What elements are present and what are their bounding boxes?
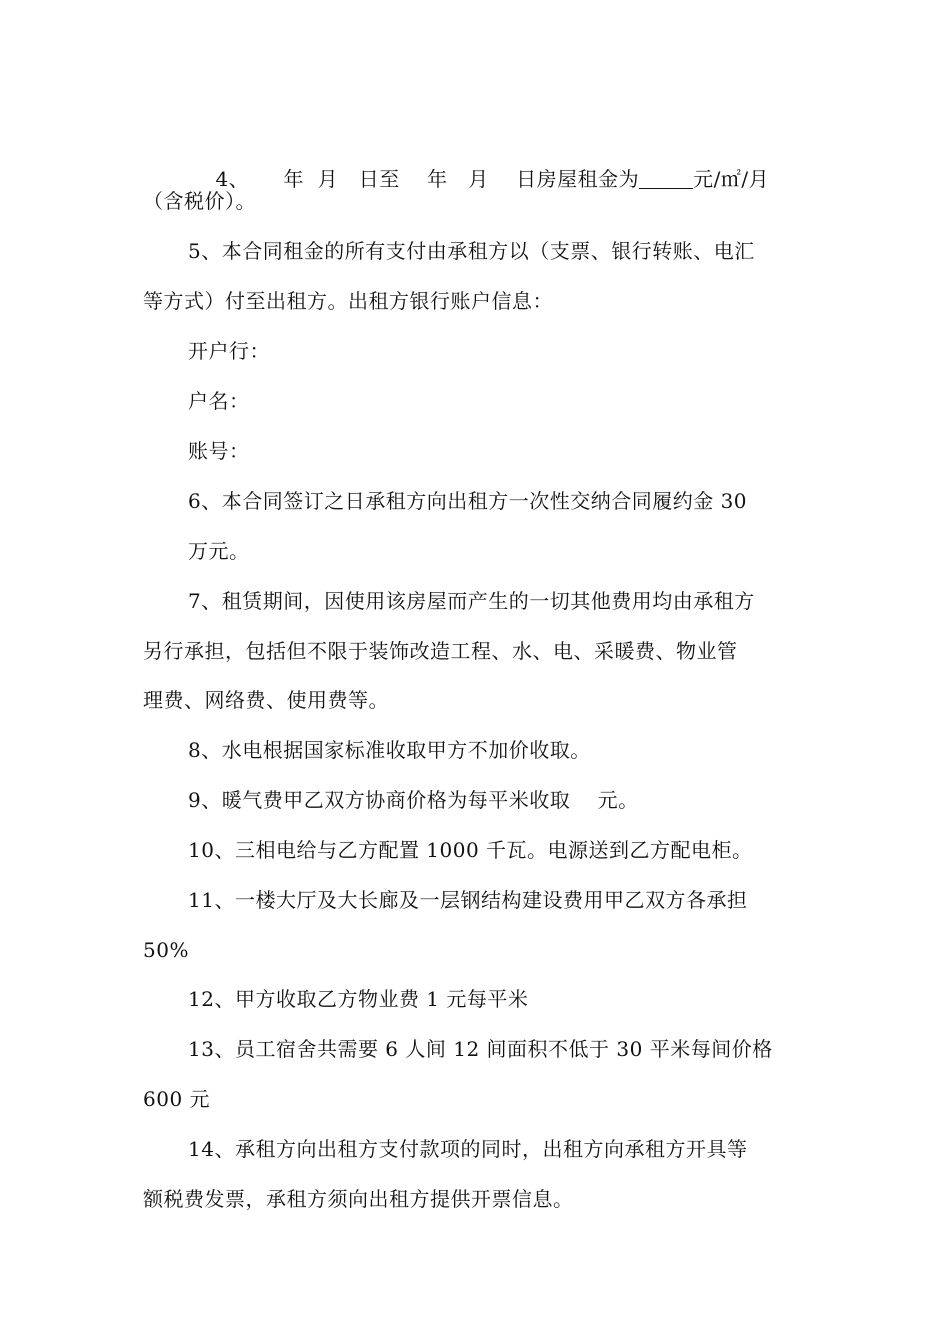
clause-5-line-1: 5、本合同租金的所有支付由承租方以（支票、银行转账、电汇 — [188, 239, 755, 263]
clause-13-line-2: 600 元 — [143, 1087, 211, 1111]
clause-9-line-1: 9、暖气费甲乙双方协商价格为每平米收取 元。 — [188, 788, 639, 812]
clause-4-line-2: （含税价）。 — [143, 189, 256, 213]
clause-4-unit: 元/㎡/月 — [693, 167, 770, 191]
account-name-label: 户名： — [188, 389, 250, 413]
rent-amount-blank — [639, 168, 693, 189]
clause-6-line-2: 万元。 — [188, 539, 250, 563]
clause-7-line-2: 另行承担，包括但不限于装饰改造工程、水、电、采暖费、物业管 — [143, 639, 738, 663]
clause-13-line-1: 13、员工宿舍共需要 6 人间 12 间面积不低于 30 平米每间价格 — [188, 1037, 773, 1061]
clause-4-line-1 — [188, 137, 769, 221]
clause-12-line-1: 12、甲方收取乙方物业费 1 元每平米 — [188, 987, 529, 1011]
clause-11-line-1: 11、一楼大厅及大长廊及一层钢结构建设费用甲乙双方各承担 — [188, 888, 748, 912]
clause-5-line-2: 等方式）付至出租方。出租方银行账户信息： — [143, 289, 553, 313]
clause-8-line-1: 8、水电根据国家标准收取甲方不加价收取。 — [188, 738, 591, 762]
clause-4-text: 4、 年 月 日至 年 月 日房屋租金为 — [215, 167, 640, 191]
clause-10-line-1: 10、三相电给与乙方配置 1000 千瓦。电源送到乙方配电柜。 — [188, 838, 753, 862]
clause-7-line-3: 理费、网络费、使用费等。 — [143, 688, 389, 712]
clause-14-line-2: 额税费发票，承租方须向出租方提供开票信息。 — [143, 1187, 574, 1211]
clause-14-line-1: 14、承租方向出租方支付款项的同时，出租方向承租方开具等 — [188, 1137, 748, 1161]
account-number-label: 账号： — [188, 439, 250, 463]
bank-label: 开户行： — [188, 339, 270, 363]
clause-6-line-1: 6、本合同签订之日承租方向出租方一次性交纳合同履约金 30 — [188, 489, 748, 513]
clause-11-line-2: 50% — [143, 938, 189, 962]
clause-7-line-1: 7、租赁期间，因使用该房屋而产生的一切其他费用均由承租方 — [188, 589, 755, 613]
